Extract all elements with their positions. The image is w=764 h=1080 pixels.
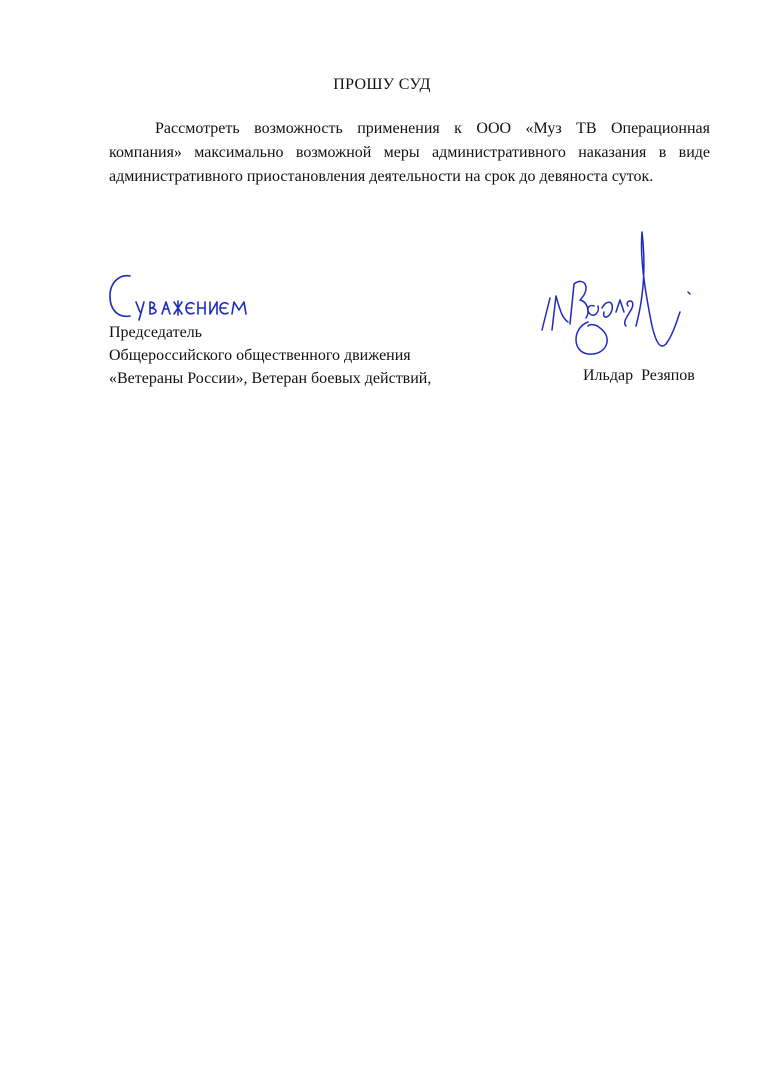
- handwritten-closing: [106, 268, 286, 328]
- signatory-block: [109, 321, 529, 390]
- signatory-organization: Общероссийского общественного движения: [109, 347, 411, 364]
- signature-image: [528, 226, 708, 366]
- signatory-affiliation: «Ветераны России», Ветеран боевых действий,: [109, 370, 432, 387]
- document-heading: ПРОШУ СУД: [333, 76, 431, 93]
- request-paragraph: Рассмотреть возможность применения к ООО «Муз ТВ Операционная компания» максимально возможной меры административного наказания в виде административного приостановления деятельности на срок до девяноста суток.: [109, 120, 710, 185]
- signatory-name: Ильдар Резяпов: [583, 367, 695, 384]
- signatory-title: Председатель: [109, 324, 202, 341]
